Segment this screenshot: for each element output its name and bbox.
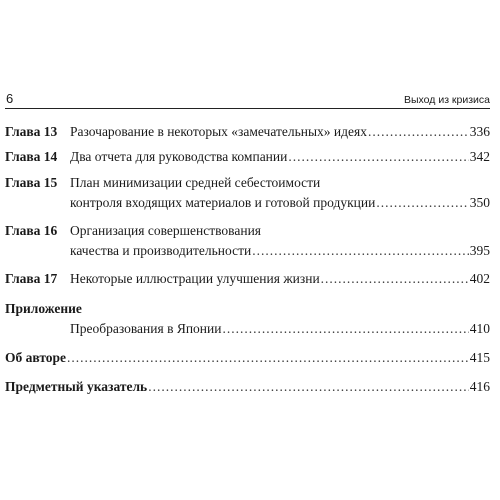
toc-entry-chapter-15[interactable] — [5, 173, 490, 213]
page-ref: 410 — [469, 321, 490, 336]
index-title: Предметный указатель — [5, 379, 148, 394]
chapter-label: Глава 16 — [5, 223, 58, 238]
toc-entry-appendix[interactable] — [5, 299, 490, 339]
toc-entry-chapter-17[interactable] — [5, 269, 490, 289]
chapter-title: Некоторые иллюстрации улучшения жизни — [70, 271, 320, 286]
leader-dots — [222, 319, 468, 339]
page-ref: 336 — [469, 124, 490, 139]
page-ref: 350 — [469, 195, 490, 210]
toc-entry-index[interactable] — [5, 377, 490, 397]
page-ref: 416 — [469, 379, 490, 394]
leader-dots — [368, 122, 469, 142]
toc-entry-chapter-14[interactable] — [5, 147, 490, 167]
chapter-label: Глава 14 — [5, 149, 58, 164]
leader-dots — [376, 193, 468, 213]
leader-dots — [288, 147, 468, 167]
page-number: 6 — [6, 91, 14, 106]
page-ref: 395 — [469, 243, 490, 258]
page-ref: 415 — [469, 350, 490, 365]
about-author-title: Об авторе — [5, 350, 67, 365]
page-ref: 342 — [469, 149, 490, 164]
chapter-label: Глава 15 — [5, 175, 58, 190]
leader-dots — [67, 348, 469, 368]
chapter-label: Глава 17 — [5, 271, 58, 286]
leader-dots — [252, 241, 469, 261]
chapter-title-line-1: Организация совершенствования — [70, 223, 261, 238]
chapter-title-line-1: План минимизации средней себестоимости — [70, 175, 321, 190]
chapter-title-line-2: контроля входящих материалов и готовой продукции — [70, 195, 376, 210]
leader-dots — [321, 269, 469, 289]
page-ref: 402 — [469, 271, 490, 286]
chapter-title: Разочарование в некоторых «замечательных» идеях — [70, 124, 367, 139]
toc-entry-about-author[interactable] — [5, 348, 490, 368]
appendix-title: Преобразования в Японии — [70, 321, 222, 336]
table-of-contents — [5, 122, 490, 397]
appendix-heading: Приложение — [5, 301, 82, 316]
chapter-title: Два отчета для руководства компании — [70, 149, 288, 164]
chapter-title-line-2: качества и производительности — [70, 243, 252, 258]
toc-entry-chapter-13[interactable] — [5, 122, 490, 142]
running-head-title: Выход из кризиса — [404, 94, 490, 106]
toc-entry-chapter-16[interactable] — [5, 221, 490, 261]
leader-dots — [148, 377, 469, 397]
running-head — [5, 88, 490, 109]
chapter-label: Глава 13 — [5, 124, 58, 139]
